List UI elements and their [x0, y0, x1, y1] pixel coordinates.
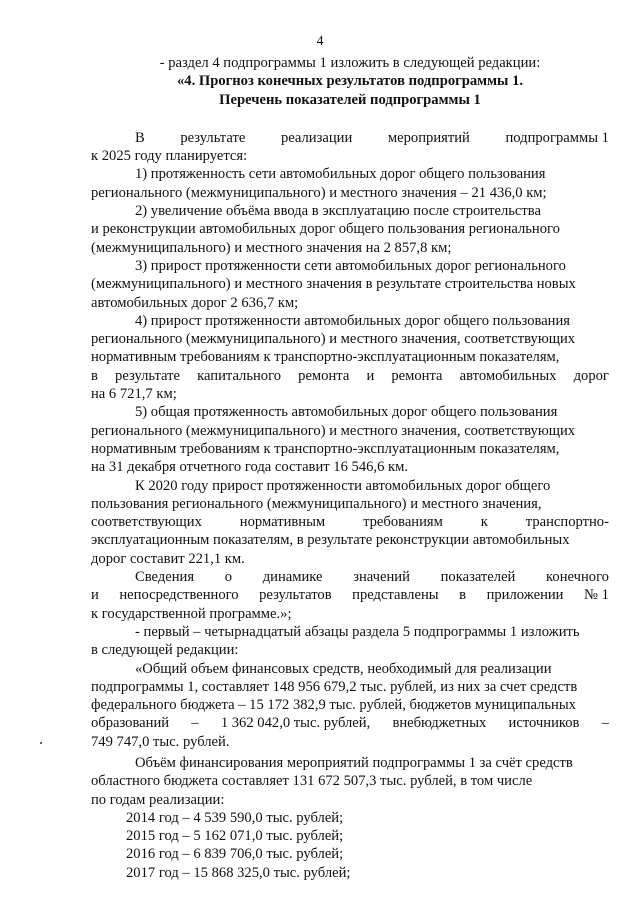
- text-line: 4) прирост протяженности автомобильных дорог общего пользования: [135, 312, 571, 329]
- text-line: на 31 декабря отчетного года составит 16 546,6 км.: [91, 459, 408, 476]
- section-heading-line-2: Перечень показателей подпрограммы 1: [219, 91, 481, 108]
- text-line: 2014 год – 4 539 590,0 тыс. рублей;: [126, 809, 344, 826]
- text-line: 5) общая протяженность автомобильных дорог общего пользования: [135, 404, 558, 421]
- text-line: [91, 568, 609, 586]
- word: 1 362 042,0 тыс. рублей,: [220, 715, 371, 732]
- intro-line: - раздел 4 подпрограммы 1 изложить в следующей редакции:: [159, 55, 541, 71]
- word: в: [459, 587, 467, 604]
- text-line: на 6 721,7 км;: [91, 386, 177, 403]
- word: приложении: [486, 587, 564, 604]
- word: –: [601, 715, 609, 732]
- text-line: - первый – четырнадцатый абзацы раздела 5 подпрограммы 1 изложить: [135, 623, 580, 640]
- text-line: в следующей редакции:: [91, 642, 239, 659]
- word: к: [480, 514, 488, 531]
- word: дорог: [573, 367, 609, 384]
- text-line: 2015 год – 5 162 071,0 тыс. рублей;: [126, 828, 344, 845]
- word: динамике: [262, 569, 323, 586]
- text-line: и реконструкции автомобильных дорог общего пользования регионального: [91, 221, 560, 238]
- text-line: федерального бюджета – 15 172 382,9 тыс. рублей, бюджетов муниципальных: [91, 697, 576, 714]
- section-heading-line-1: «4. Прогноз конечных результатов подпрограммы 1.: [176, 73, 524, 90]
- word: ремонта: [391, 367, 443, 384]
- word: источников: [508, 715, 580, 732]
- text-line: К 2020 году прирост протяженности автомобильных дорог общего: [135, 477, 551, 494]
- word: в: [91, 367, 98, 384]
- text-line: к государственной программе.»;: [91, 605, 292, 622]
- word: реализации: [280, 129, 353, 146]
- word: показателей: [440, 569, 516, 586]
- text-line: к 2025 году планируется:: [91, 148, 248, 165]
- text-line: областного бюджета составляет 131 672 507,3 тыс. рублей, в том числе: [91, 773, 533, 790]
- text-line: 1) протяженность сети автомобильных дорог общего пользования: [135, 166, 546, 183]
- text-line: Объём финансирования мероприятий подпрограммы 1 за счёт средств: [135, 754, 573, 771]
- text-line: [91, 714, 609, 732]
- text-line: подпрограммы 1, составляет 148 956 679,2 тыс. рублей, из них за счет средств: [91, 678, 578, 695]
- word: непосредственного: [119, 587, 239, 604]
- text-lines: [91, 129, 609, 882]
- text-line: регионального (межмуниципального) и местного значения – 21 436,0 км;: [91, 184, 547, 201]
- word: представлены: [352, 587, 439, 604]
- text-line: [91, 129, 609, 147]
- word: результате: [180, 129, 246, 146]
- text-line: регионального (межмуниципального) и местного значения, соответствующих: [91, 422, 576, 439]
- text-line: по годам реализации:: [91, 791, 225, 808]
- word: транспортно-: [525, 514, 609, 531]
- word: В: [135, 129, 145, 146]
- text-line: эксплуатационным показателям, в результате реконструкции автомобильных: [91, 532, 570, 549]
- word: нормативным: [239, 514, 326, 531]
- word: и: [91, 587, 99, 604]
- text-line: [91, 367, 609, 385]
- text-line: «Общий объем финансовых средств, необходимый для реализации: [135, 660, 552, 677]
- spacer: [91, 109, 609, 129]
- word: результате: [115, 367, 180, 384]
- word: образований: [91, 715, 170, 732]
- word: соответствующих: [91, 514, 202, 531]
- word: ремонта: [298, 367, 350, 384]
- text-line: (межмуниципального) и местного значения в результате строительства новых: [91, 276, 576, 293]
- word: конечного: [546, 569, 609, 586]
- text-line: дорог составит 221,1 км.: [91, 550, 245, 567]
- word: внебюджетных: [392, 715, 487, 732]
- text-line: 749 747,0 тыс. рублей.: [91, 733, 230, 750]
- text-line: 2016 год – 6 839 706,0 тыс. рублей;: [126, 846, 344, 863]
- text-line: (межмуниципального) и местного значения на 2 857,8 км;: [91, 239, 452, 256]
- text-line: 2017 год – 15 868 325,0 тыс. рублей;: [126, 864, 351, 881]
- word: значений: [353, 569, 410, 586]
- word: подпрограммы 1: [505, 129, 609, 146]
- word: капитального: [197, 367, 282, 384]
- text-line: [91, 513, 609, 531]
- scan-speck: [40, 742, 42, 744]
- text-line: нормативным требованиям к транспортно-эксплуатационным показателям,: [91, 349, 560, 366]
- word: мероприятий: [387, 129, 470, 146]
- document-body: [91, 54, 609, 882]
- text-line: 3) прирост протяженности сети автомобильных дорог регионального: [135, 257, 566, 274]
- text-line: регионального (межмуниципального) и местного значения, соответствующих: [91, 331, 576, 348]
- word: результатов: [259, 587, 332, 604]
- page-number: 4: [316, 34, 324, 49]
- word: автомобильных: [459, 367, 557, 384]
- text-line: автомобильных дорог 2 636,7 км;: [91, 294, 299, 311]
- word: о: [224, 569, 233, 586]
- text-line: 2) увеличение объёма ввода в эксплуатацию после строительства: [135, 203, 541, 220]
- text-line: [91, 586, 609, 604]
- word: –: [191, 715, 199, 732]
- word: № 1: [584, 587, 609, 604]
- text-line: нормативным требованиям к транспортно-эксплуатационным показателям,: [91, 440, 560, 457]
- word: Сведения: [135, 569, 195, 586]
- word: и: [366, 367, 375, 384]
- text-line: пользования регионального (межмуниципального) и местного значения,: [91, 495, 542, 512]
- word: требованиям: [363, 514, 443, 531]
